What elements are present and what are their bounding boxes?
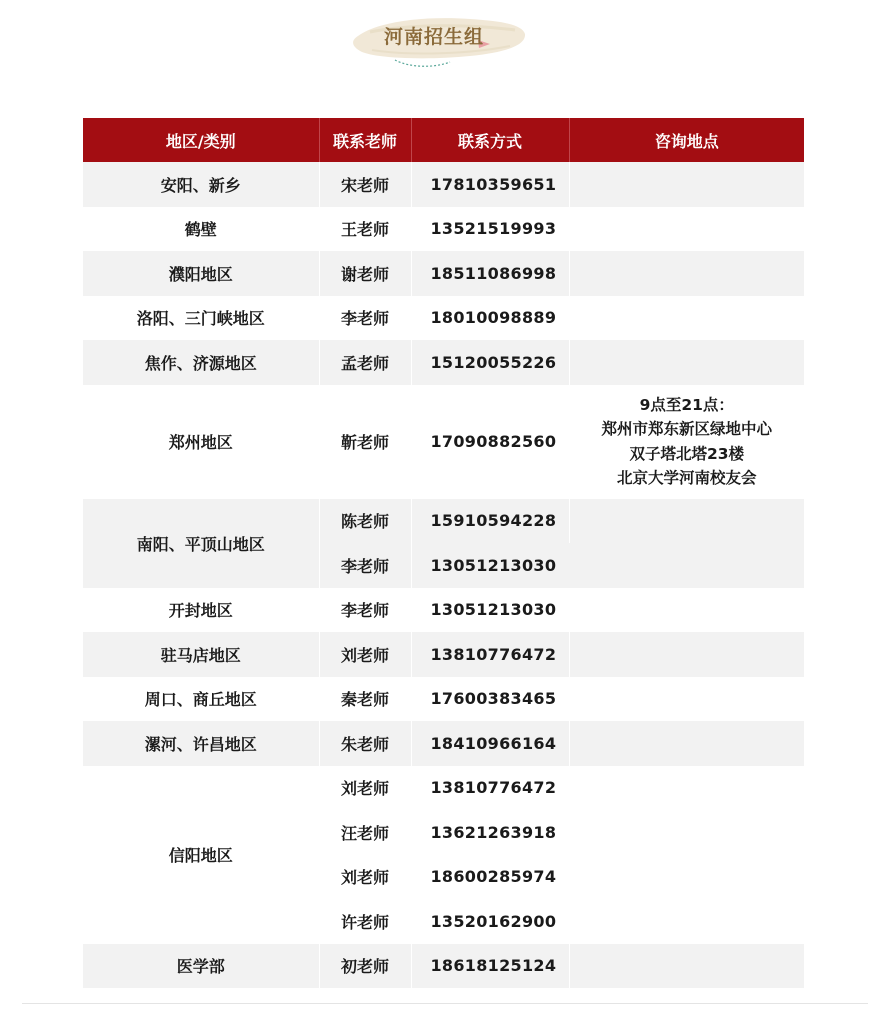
phone-cell[interactable]: 13520162900 (411, 899, 569, 944)
teacher-cell: 朱老师 (319, 721, 411, 766)
table-row (83, 296, 804, 341)
location-cell (569, 632, 804, 677)
location-cell (569, 207, 804, 252)
phone-cell[interactable]: 13810776472 (411, 632, 569, 677)
location-cell (569, 944, 804, 989)
phone-cell[interactable]: 15120055226 (411, 340, 569, 385)
region-cell: 焦作、济源地区 (83, 340, 319, 385)
region-cell: 鹤壁 (83, 207, 319, 252)
phone-cell[interactable]: 18410966164 (411, 721, 569, 766)
phone-cell[interactable]: 18600285974 (411, 855, 569, 900)
region-cell: 濮阳地区 (83, 251, 319, 296)
phone-cell[interactable]: 13810776472 (411, 766, 569, 811)
teacher-cell: 刘老师 (319, 766, 411, 811)
teacher-cell: 陈老师 (319, 499, 411, 544)
phone-cell[interactable]: 13621263918 (411, 810, 569, 855)
teacher-cell: 汪老师 (319, 810, 411, 855)
table-row (83, 766, 804, 811)
table-row (83, 385, 804, 499)
region-cell: 洛阳、三门峡地区 (83, 296, 319, 341)
location-cell (569, 721, 804, 766)
region-cell: 郑州地区 (83, 385, 319, 499)
phone-cell[interactable]: 17810359651 (411, 162, 569, 207)
location-building: 双子塔北塔23楼 (629, 444, 745, 463)
location-cell (569, 499, 804, 588)
phone-cell[interactable]: 15910594228 (411, 499, 569, 544)
location-address: 郑州市郑东新区绿地中心 (601, 420, 772, 438)
location-cell (569, 340, 804, 385)
teacher-cell: 刘老师 (319, 855, 411, 900)
phone-cell[interactable]: 18010098889 (411, 296, 569, 341)
table-row (83, 340, 804, 385)
contact-table (83, 118, 804, 988)
region-cell: 南阳、平顶山地区 (83, 499, 319, 588)
teacher-cell: 李老师 (319, 296, 411, 341)
teacher-cell: 孟老师 (319, 340, 411, 385)
phone-cell[interactable]: 13051213030 (411, 543, 569, 588)
location-cell (569, 296, 804, 341)
table-row (83, 632, 804, 677)
table-row (83, 588, 804, 633)
teacher-cell: 李老师 (319, 543, 411, 588)
phone-cell[interactable]: 13521519993 (411, 207, 569, 252)
teacher-cell: 刘老师 (319, 632, 411, 677)
region-cell: 开封地区 (83, 588, 319, 633)
section-title: 河南招生组 (383, 26, 484, 48)
teacher-cell: 秦老师 (319, 677, 411, 722)
table-row (83, 721, 804, 766)
column-header-teacher: 联系老师 (319, 118, 411, 162)
phone-cell[interactable]: 18618125124 (411, 944, 569, 989)
column-header-phone: 联系方式 (411, 118, 569, 162)
table-row (83, 162, 804, 207)
teacher-cell: 李老师 (319, 588, 411, 633)
location-cell (569, 677, 804, 722)
table-header-row (83, 118, 804, 162)
section-header (350, 12, 530, 72)
region-cell: 驻马店地区 (83, 632, 319, 677)
teacher-cell: 初老师 (319, 944, 411, 989)
table-row (83, 251, 804, 296)
region-cell: 安阳、新乡 (83, 162, 319, 207)
column-header-region: 地区/类别 (83, 118, 319, 162)
location-cell (569, 766, 804, 944)
region-cell: 周口、商丘地区 (83, 677, 319, 722)
location-cell (569, 162, 804, 207)
location-organization: 北京大学河南校友会 (616, 469, 757, 487)
location-cell (569, 385, 804, 499)
table-row (83, 207, 804, 252)
phone-cell[interactable]: 17090882560 (411, 385, 569, 499)
teacher-cell: 宋老师 (319, 162, 411, 207)
location-hours: 9点至21点： (639, 395, 734, 414)
teacher-cell: 王老师 (319, 207, 411, 252)
teacher-cell: 许老师 (319, 899, 411, 944)
region-cell: 漯河、许昌地区 (83, 721, 319, 766)
table-row (83, 499, 804, 544)
bottom-divider (22, 1003, 868, 1004)
table-row (83, 677, 804, 722)
region-cell: 信阳地区 (83, 766, 319, 944)
location-cell (569, 588, 804, 633)
region-cell: 医学部 (83, 944, 319, 989)
table-row (83, 944, 804, 989)
location-cell (569, 251, 804, 296)
phone-cell[interactable]: 17600383465 (411, 677, 569, 722)
column-header-location: 咨询地点 (569, 118, 804, 162)
teacher-cell: 谢老师 (319, 251, 411, 296)
phone-cell[interactable]: 13051213030 (411, 588, 569, 633)
phone-cell[interactable]: 18511086998 (411, 251, 569, 296)
teacher-cell: 靳老师 (319, 385, 411, 499)
